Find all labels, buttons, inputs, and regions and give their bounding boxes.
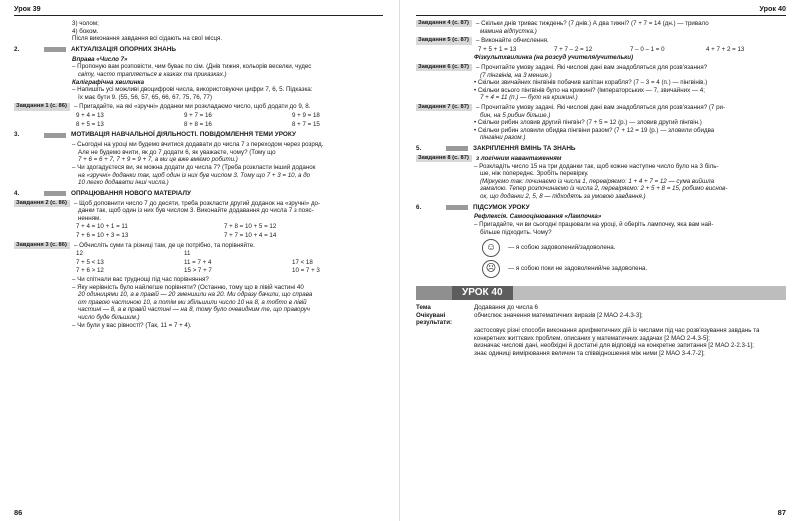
math-row xyxy=(14,259,383,267)
math-expression: 7 + 5 + 1 = 13 xyxy=(478,45,517,53)
math-expression: 8 + 7 = 15 xyxy=(292,120,320,128)
section-bar xyxy=(44,47,66,52)
text-line: Каліграфічна хвилинка xyxy=(72,78,145,86)
topic-label: Тема xyxy=(416,304,431,312)
math-expression xyxy=(292,250,362,258)
task-1 xyxy=(14,103,383,111)
right-page-header xyxy=(416,3,786,16)
text-line: Але не будемо вчити, як до 7 додати 6, як уважаєте, чому? (Тому що xyxy=(78,148,276,156)
banner-block xyxy=(416,286,452,300)
section-number: 5. xyxy=(416,145,422,153)
task-label: Завдання 8 (с. 87) xyxy=(416,155,472,162)
text-line: мамина відпустка.) xyxy=(480,27,537,35)
text-line: • Скільки всього пінгвінів було на крижині? (Імператорських — 7, звичайних — 4; xyxy=(474,86,705,94)
math-expression: 4 + 7 + 2 = 13 xyxy=(706,45,745,53)
math-expression: 7 + 6 > 12 xyxy=(76,267,104,275)
task-text: – Обчисліть суми та різниці там, де це потрібно, та порівняйте. xyxy=(74,241,255,249)
task-label: Завдання 1 (с. 86) xyxy=(14,103,70,110)
section-heading-3 xyxy=(14,131,383,139)
reflection-text: — я собою поки не задоволений/не задоволена. xyxy=(508,265,648,273)
task-4 xyxy=(416,20,786,28)
text-line: світу, часто трапляється в казках та приказках.) xyxy=(78,70,227,78)
section-number: 3. xyxy=(14,131,20,139)
section-number: 2. xyxy=(14,45,20,53)
right-page xyxy=(400,0,800,521)
math-expression: 11 = 7 + 4 xyxy=(184,258,212,266)
math-expression: 9 + 9 = 18 xyxy=(292,111,320,119)
lightbulb-unhappy-icon: ☹ xyxy=(482,260,500,278)
section-title: ОПРАЦЮВАННЯ НОВОГО МАТЕРІАЛУ xyxy=(71,189,191,197)
math-row xyxy=(14,250,383,258)
topic-text: Додавання до числа 6 xyxy=(474,304,538,312)
text-line: число буде більшим.) xyxy=(78,314,140,321)
task-2 xyxy=(14,200,383,208)
text-line: їх має бути 9. (55, 56, 57, 65, 66, 67, 75, 76, 77) xyxy=(78,93,213,101)
results-label: Очікувані результати: xyxy=(416,311,453,327)
task-text: – Скільки днів триває тиждень? (7 днів.) А два тижні? (7 + 7 = 14 (дн.) — тривало xyxy=(476,20,709,27)
section-bar xyxy=(44,191,66,196)
text-line: 3) чолом; xyxy=(72,20,99,27)
text-line: – Розкладіть число 15 на три доданки так, щоб кожне наступне число було на 3 біль- xyxy=(474,162,719,170)
result-item: знає одиниці вимірювання величин та співвідношення між ними [2 МАО 3-4.7-2]; xyxy=(474,349,705,357)
section-number: 4. xyxy=(14,189,20,197)
text-line: – Чи були у вас рівності? (Так, 11 = 7 + 4). xyxy=(72,321,192,329)
math-expression: 17 < 18 xyxy=(292,258,313,266)
result-item: застосовує різні способи виконання арифметичних дій із числами під час розв'язування завдань та xyxy=(474,327,760,335)
math-expression: 7 + 5 < 13 xyxy=(76,258,104,266)
task-8 xyxy=(416,155,786,163)
text-line: на «зручні» доданки так, щоб один із них був числом 3. Тому що 7 + 3 = 10, а до xyxy=(78,171,311,179)
text-line: от правою частиною 10, а потім ми збільшили число 10 на 8, а тобто в лівій xyxy=(78,298,307,306)
task-text: – Пригадайте, на які «зручні» доданки ми розкладаємо число, щоб додати до 9, 8. xyxy=(74,103,311,111)
math-expression: 12 xyxy=(76,250,83,258)
text-line: Рефлексія. Самооцінювання «Лампочка» xyxy=(474,213,602,221)
text-line: Після виконання завдання всі сідають на свої місця. xyxy=(72,35,223,43)
task-text: – Виконайте обчислення. xyxy=(476,37,549,45)
section-title: АКТУАЛІЗАЦІЯ ОПОРНИХ ЗНАНЬ xyxy=(71,45,176,53)
task-label: Завдання 2 (с. 86) xyxy=(14,200,70,207)
lightbulb-happy-icon: ☺ xyxy=(482,239,500,257)
left-page-header xyxy=(14,3,383,16)
math-expression: 7 + 7 – 2 = 12 xyxy=(554,45,593,53)
task-7 xyxy=(416,104,786,112)
task-text: з логічним навантаженням xyxy=(476,154,562,162)
math-row xyxy=(416,46,786,54)
text-line: Фізкультхвилинка (на розсуд учителя/учительки) xyxy=(474,54,634,62)
math-expression: 7 + 6 = 10 + 3 = 13 xyxy=(76,232,129,240)
text-line: більше підходить. Чому? xyxy=(480,228,552,236)
expected-results xyxy=(416,312,786,327)
text-line: 4) боком. xyxy=(72,27,99,35)
math-expression: 7 + 4 = 10 + 1 = 11 xyxy=(76,223,128,231)
task-label: Завдання 6 (с. 87) xyxy=(416,64,472,71)
section-heading-4 xyxy=(14,190,383,198)
math-row xyxy=(14,232,383,240)
math-expression: 7 – 0 – 1 = 0 xyxy=(630,45,665,53)
math-row xyxy=(14,223,383,231)
text-line: ненням. xyxy=(78,214,102,222)
banner-tail xyxy=(513,286,786,300)
lesson-title-banner xyxy=(416,286,786,300)
task-text: – Щоб доповнити число 7 до десяти, треба розкласти другий доданок на «зручні» до- xyxy=(74,199,321,207)
section-heading-2 xyxy=(14,46,383,54)
text-line: ше, ніж попереднє. Зробіть перевірку. xyxy=(480,170,589,178)
task-label: Завдання 7 (с. 87) xyxy=(416,104,472,111)
reflection-option-unhappy xyxy=(416,260,786,278)
task-text: – Прочитайте умову задачі. Які числові дані вам знадобляться для розв'язання? (7 ри- xyxy=(476,103,726,111)
section-heading-6 xyxy=(416,203,786,211)
text-line: пінгвіни разом.) xyxy=(480,134,526,142)
section-number: 6. xyxy=(416,203,422,211)
text-line: – Яку нерівність було найлегше порівняти? (Останню, тому що в лівій частині 40 xyxy=(72,283,304,291)
lesson-topic xyxy=(416,304,786,312)
lesson-title: УРОК 40 xyxy=(452,286,513,300)
text-line: – Сьогодні на уроці ми будемо вчитися додавати до числа 7 з переходом через розряд. xyxy=(72,141,324,149)
section-bar xyxy=(44,133,66,138)
section-bar xyxy=(446,205,468,210)
section-title: ПІДСУМОК УРОКУ xyxy=(473,203,530,211)
math-expression: 10 = 7 + 3 xyxy=(292,267,320,275)
math-expression: 9 + 7 = 16 xyxy=(184,111,212,119)
text-line: 7 + 6 = 6 + 7, 7 + 9 = 9 + 7, а ми це вже вміємо робити.) xyxy=(78,156,238,164)
task-6 xyxy=(416,64,786,72)
section-title: ЗАКРІПЛЕННЯ ВМІНЬ ТА ЗНАНЬ xyxy=(473,145,576,153)
text-line: • Скільки звичайних пінгвінів побачив капітан корабля? (7 – 3 = 4 (п.) — пінгвінів.) xyxy=(474,79,708,87)
lesson-header-label: Урок 40 xyxy=(759,4,786,14)
page-number: 86 xyxy=(14,508,23,518)
text-line: – Напишіть усі можливі двоцифрові числа, використовуючи цифри 7, 6, 5. Підказка: xyxy=(72,86,313,94)
reflection-text: — я собою задоволений/задоволена. xyxy=(508,244,616,252)
math-expression: 9 + 4 = 13 xyxy=(76,111,104,119)
text-line: • Скільки рибин зловив другий пінгвін? (7 + 5 = 12 (р.) — зловив другий пінгвін.) xyxy=(474,119,702,127)
task-label: Завдання 5 (с. 87) xyxy=(416,37,472,44)
math-expression: 7 + 8 = 10 + 5 = 12 xyxy=(224,223,277,231)
math-expression: 11 xyxy=(184,250,191,258)
text-line: – Чи спітнали вас труднощі під час порівняння? xyxy=(72,276,209,284)
text-line: 20 одиницями 10, а в правій — 20 зменшили на 20. Ми одразу бачили, що справа xyxy=(78,291,313,299)
text-line: замалою. Тепер розпочинаємо із числа 2, перевіряємо: 2 + 5 + 8 = 15, робимо виснов- xyxy=(480,185,728,193)
text-line: 10 легко додавати інші числа.) xyxy=(78,179,169,187)
text-line: (7 пінгвінів, на 3 менше.) xyxy=(480,71,552,79)
text-line: бин, на 5 рибин більше.) xyxy=(480,111,551,119)
math-expression: 7 + 7 = 10 + 4 = 14 xyxy=(224,232,277,240)
section-title: МОТИВАЦІЯ НАВЧАЛЬНОЇ ДІЯЛЬНОСТІ. ПОВІДОМЛЕННЯ ТЕМИ УРОКУ xyxy=(71,131,296,139)
text-line: – Пригадайте, чи ви сьогодні працювали на уроці, й оберіть лампочку, яка вам най- xyxy=(474,221,714,229)
task-label: Завдання 3 (с. 86) xyxy=(14,242,70,249)
task-text: – Прочитайте умову задачі. Які числові дані вам знадобляться для розв'язання? xyxy=(476,63,708,71)
math-expression: 15 > 7 + 7 xyxy=(184,267,212,275)
section-bar xyxy=(446,146,468,151)
reflection-option-happy xyxy=(416,239,786,257)
text-line: ок, що доданки 2, 5, 8 — підходять за умовою завдання.) xyxy=(480,192,646,200)
result-item: визначає числові дані, необхідні й достатні для відповіді на конкретне запитання [2 МАО 2-2.3-1]; xyxy=(474,342,754,350)
page-number: 87 xyxy=(777,508,786,518)
text-line: – Пропоную вам розповісти, чим буває по сім. (Днів тижня, кольорів веселки, чудес xyxy=(72,63,312,71)
text-line: – Чи здогадуєтеся ви, як можна додати до числа 7? (Треба розкласти інший доданок xyxy=(72,163,316,171)
text-line: Вправа «Число 7» xyxy=(72,55,128,63)
math-row xyxy=(14,267,383,275)
task-3 xyxy=(14,242,383,250)
lesson-header-label: Урок 39 xyxy=(14,4,41,14)
section-heading-5 xyxy=(416,145,786,153)
text-line: частині — 8, а в правій частині — на 8, тому було очевидним те, що праворуч xyxy=(78,306,311,314)
task-5 xyxy=(416,37,786,45)
text-line: • Скільки рибин зловили обидва пінгвіни разом? (7 + 12 = 19 (р.) — зловили обидва xyxy=(474,126,715,134)
math-row xyxy=(14,121,383,129)
text-line: (Міркуємо так: починаємо із числа 1, перевіряємо: 1 + 4 + 7 = 12 — сума вийшла xyxy=(480,177,715,185)
text-line: 7 + 4 = 11 (п.) — було на крижині.) xyxy=(480,94,578,102)
task-label: Завдання 4 (с. 87) xyxy=(416,20,472,27)
math-expression: 8 + 8 = 16 xyxy=(184,120,212,128)
math-row xyxy=(14,112,383,120)
text-line: данки так, щоб один із них був числом 3. Виконайте додавання до числа 7 з пояс- xyxy=(78,207,314,215)
math-expression: 8 + 5 = 13 xyxy=(76,120,104,128)
result-item: обчислює значення математичних виразів [2 МАО 2-4.3-3]; xyxy=(474,311,643,319)
result-item: конкретних життєвих проблем, описаних у математичних задачах [2 МАО 2-4.3-5]; xyxy=(474,334,710,342)
